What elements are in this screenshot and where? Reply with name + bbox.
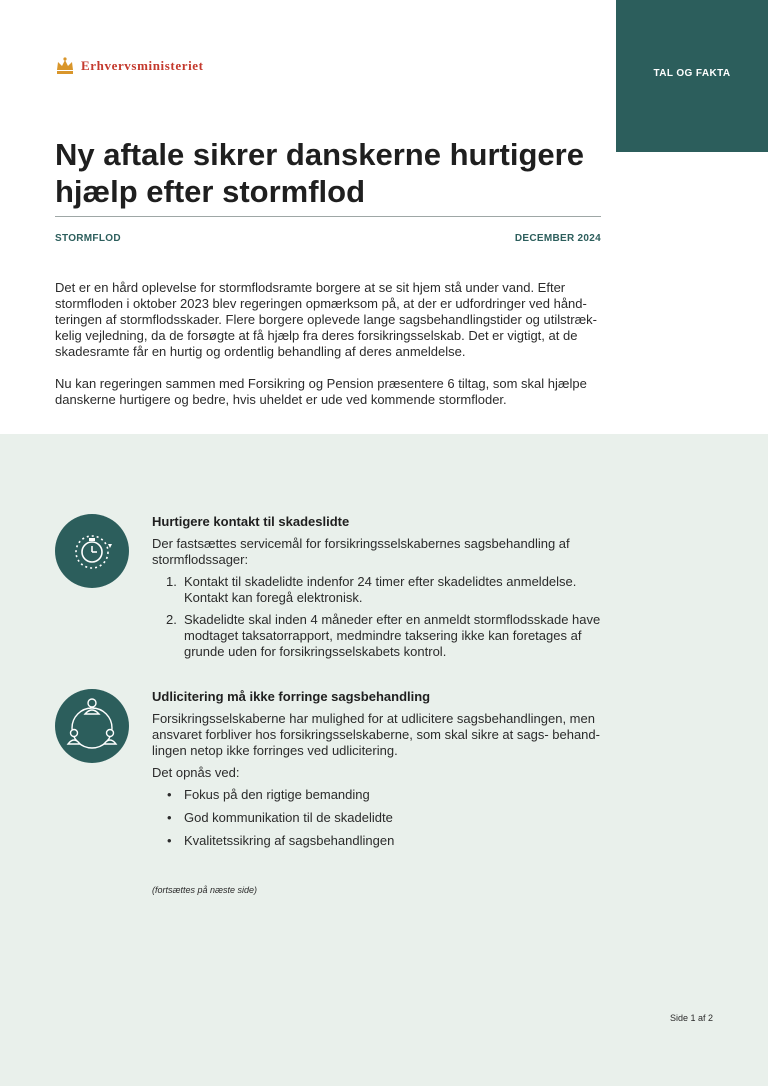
measure-heading: Hurtigere kontakt til skadeslidte	[152, 514, 350, 529]
continue-note: (fortsættes på næste side)	[152, 885, 258, 895]
measure-text-2: Det opnås ved:	[152, 765, 240, 780]
people-cycle-icon	[55, 689, 129, 763]
list-item-text: Kontakt til skadelidte indenfor 24 timer efter skadelidtes anmeldelse. Kontakt kan foregå elektronisk.	[184, 574, 577, 605]
list-item-text: Fokus på den rigtige bemanding	[184, 787, 370, 802]
measure-heading: Udlicitering må ikke forringe sagsbehandling	[152, 689, 431, 704]
measure-body-1	[152, 514, 607, 666]
tag-box	[616, 0, 768, 152]
list-marker: 1.	[166, 574, 177, 589]
list-item-text: Kvalitetssikring af sagsbehandlingen	[184, 833, 395, 848]
list-item	[152, 787, 607, 803]
ministry-logo[interactable]	[55, 56, 204, 76]
date-label: DECEMBER 2024	[514, 233, 601, 244]
list-item-text: God kommunikation til de skadelidte	[184, 810, 393, 825]
intro-paragraph-1: Det er en hård oplevelse for stormflodsramte borgere at se sit hjem stå under vand. Efter stormfloden i oktober 2023 blev regeringen opmærksom på, at der er udfordringer ved hånd-teringen af stormflodsskader. Flere borgere oplevede lange sagsbehandlingstider og utilstræk-kelig vejledning, da de forsøgte at få hjælp fra deres forsikringsselskab. Det er vigtigt, at de skadesramte får en hurtig og ordentlig behandling af deres anmeldelse.	[55, 280, 597, 359]
category-label: STORMFLOD	[55, 233, 121, 244]
measure-body-2	[152, 689, 607, 856]
measure-text: Der fastsættes servicemål for forsikringsselskabernes sagsbehandling af stormflodssager:	[152, 536, 570, 567]
tag-label: TAL OG FAKTA	[653, 68, 731, 79]
numbered-list	[152, 574, 607, 660]
bullet-marker: •	[167, 810, 172, 825]
intro-paragraph-2: Nu kan regeringen sammen med Forsikring og Pension præsentere 6 tiltag, som skal hjælpe danskerne hurtigere og bedre, hvis uheldet er ude ved kommende stormfloder.	[55, 376, 587, 407]
list-item	[152, 612, 607, 660]
list-item	[152, 810, 607, 826]
list-marker: 2.	[166, 612, 177, 627]
list-item	[152, 833, 607, 849]
measure-text: Forsikringsselskaberne har mulighed for at udlicitere sagsbehandlingen, men ansvaret forbliver hos forsikringsselskaberne, som skal sikre at sags- behand-lingen netop ikke forringes ved udlicitering.	[152, 711, 600, 758]
page-title: Ny aftale sikrer danskerne hurtigere hjælp efter stormflod	[55, 137, 584, 209]
title-divider	[55, 216, 601, 217]
bullet-list	[152, 787, 607, 849]
bullet-marker: •	[167, 833, 172, 848]
list-item	[152, 574, 607, 606]
stopwatch-icon	[55, 514, 129, 588]
intro-section	[55, 280, 602, 424]
page-number: Side 1 af 2	[669, 1013, 713, 1023]
crown-icon	[55, 56, 75, 76]
list-item-text: Skadelidte skal inden 4 måneder efter en anmeldt stormflodsskade have modtaget taksatorrapport, medmindre taksering ikke kan foretages af grunde uden for forsikringsselskabets kontrol.	[184, 612, 601, 659]
logo-text: Erhvervsministeriet	[81, 58, 204, 73]
bullet-marker: •	[167, 787, 172, 802]
